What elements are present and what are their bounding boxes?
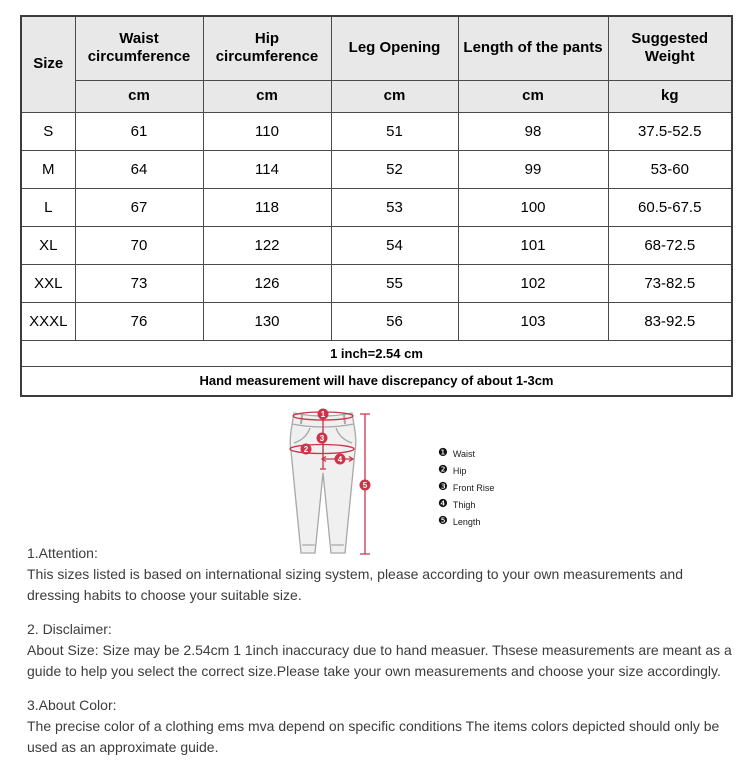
- measurement-value-cell: 103: [458, 302, 608, 340]
- measurement-value-cell: 53-60: [608, 150, 732, 188]
- legend-item-hip: [438, 462, 494, 479]
- measurement-value-cell: 56: [331, 302, 458, 340]
- unit-cell: kg: [608, 80, 732, 112]
- disclaimer-title: 2. Disclaimer:: [27, 621, 112, 637]
- measurement-value-cell: 55: [331, 264, 458, 302]
- marker-2-label: 2: [303, 444, 309, 454]
- table-row: [21, 188, 732, 226]
- legend-label: Front Rise: [452, 482, 495, 493]
- unit-cell: cm: [331, 80, 458, 112]
- column-header-size: Size: [21, 16, 75, 112]
- measurement-value-cell: 122: [203, 226, 331, 264]
- measurement-value-cell: 64: [75, 150, 203, 188]
- legend-item-waist: [438, 445, 494, 462]
- legend-item-length: [438, 513, 494, 530]
- table-row: [21, 302, 732, 340]
- measurement-value-cell: 67: [75, 188, 203, 226]
- measurement-value-cell: 37.5-52.5: [608, 112, 732, 150]
- circled-5-icon: ❺: [438, 515, 448, 527]
- legend-item-front-rise: [438, 479, 494, 496]
- column-header-hip: Hip circumference: [203, 16, 331, 80]
- attention-title: 1.Attention:: [27, 545, 98, 561]
- size-table-footer: [21, 340, 732, 396]
- size-label-cell: XXL: [21, 264, 75, 302]
- measurement-value-cell: 68-72.5: [608, 226, 732, 264]
- measurement-value-cell: 52: [331, 150, 458, 188]
- size-label-cell: S: [21, 112, 75, 150]
- measurement-value-cell: 118: [203, 188, 331, 226]
- measurement-value-cell: 99: [458, 150, 608, 188]
- size-label-cell: M: [21, 150, 75, 188]
- legend-label: Hip: [452, 465, 467, 476]
- inch-conversion-note: 1 inch=2.54 cm: [21, 340, 732, 366]
- measurement-value-cell: 70: [75, 226, 203, 264]
- column-header-length: Length of the pants: [458, 16, 608, 80]
- measurement-value-cell: 61: [75, 112, 203, 150]
- marker-1-label: 1: [320, 409, 326, 419]
- attention-body: This sizes listed is based on international sizing system, please according to your own measurements and dressing habits to choose your suitable size.: [27, 566, 687, 603]
- measurement-value-cell: 114: [203, 150, 331, 188]
- measurement-value-cell: 73-82.5: [608, 264, 732, 302]
- measurement-value-cell: 110: [203, 112, 331, 150]
- marker-3-label: 3: [319, 433, 325, 443]
- measurement-value-cell: 130: [203, 302, 331, 340]
- size-label-cell: XL: [21, 226, 75, 264]
- measurement-value-cell: 54: [331, 226, 458, 264]
- unit-cell: cm: [458, 80, 608, 112]
- measurement-value-cell: 83-92.5: [608, 302, 732, 340]
- about-color-body: The precise color of a clothing ems mva depend on specific conditions The items colors depicted should only be used as an approximate guide.: [27, 718, 732, 755]
- measurement-value-cell: 76: [75, 302, 203, 340]
- units-row: [21, 80, 732, 112]
- legend-label: Waist: [452, 448, 476, 459]
- measurement-value-cell: 100: [458, 188, 608, 226]
- marker-4-label: 4: [337, 454, 343, 464]
- unit-cell: cm: [203, 80, 331, 112]
- table-row: [21, 150, 732, 188]
- table-row: [21, 112, 732, 150]
- unit-cell: cm: [75, 80, 203, 112]
- measurement-value-cell: 102: [458, 264, 608, 302]
- measurement-value-cell: 60.5-67.5: [608, 188, 732, 226]
- circled-3-icon: ❸: [438, 481, 448, 493]
- column-header-leg-opening: Leg Opening: [331, 16, 458, 80]
- size-label-cell: XXXL: [21, 302, 75, 340]
- legend-item-thigh: [438, 496, 494, 513]
- measurement-value-cell: 53: [331, 188, 458, 226]
- disclaimer-body: About Size: Size may be 2.54cm 1 1inch inaccuracy due to hand measuer. Thsese measurements are meant as a guide to help you select the correct size.Please take your own measurements and choose your size accordingly.: [27, 642, 736, 679]
- table-row: [21, 226, 732, 264]
- size-chart-table: [20, 15, 733, 397]
- size-table-header: [21, 16, 732, 112]
- size-label-cell: L: [21, 188, 75, 226]
- about-color-title: 3.About Color:: [27, 697, 117, 713]
- legend-label: Thigh: [452, 499, 476, 510]
- circled-1-icon: ❶: [438, 447, 448, 459]
- legend-label: Length: [452, 516, 481, 527]
- column-header-waist: Waist circumference: [75, 16, 203, 80]
- size-table-body: [21, 112, 732, 340]
- measurement-value-cell: 73: [75, 264, 203, 302]
- measurement-value-cell: 126: [203, 264, 331, 302]
- notes-section: [27, 543, 734, 771]
- column-header-weight: Suggested Weight: [608, 16, 732, 80]
- measurement-value-cell: 98: [458, 112, 608, 150]
- marker-5-label: 5: [362, 480, 368, 490]
- circled-4-icon: ❹: [438, 498, 448, 510]
- hand-measurement-note: Hand measurement will have discrepancy of about 1-3cm: [21, 366, 732, 396]
- table-row: [21, 264, 732, 302]
- circled-2-icon: ❷: [438, 464, 448, 476]
- measurement-value-cell: 101: [458, 226, 608, 264]
- measurement-legend: [438, 445, 494, 530]
- measurement-value-cell: 51: [331, 112, 458, 150]
